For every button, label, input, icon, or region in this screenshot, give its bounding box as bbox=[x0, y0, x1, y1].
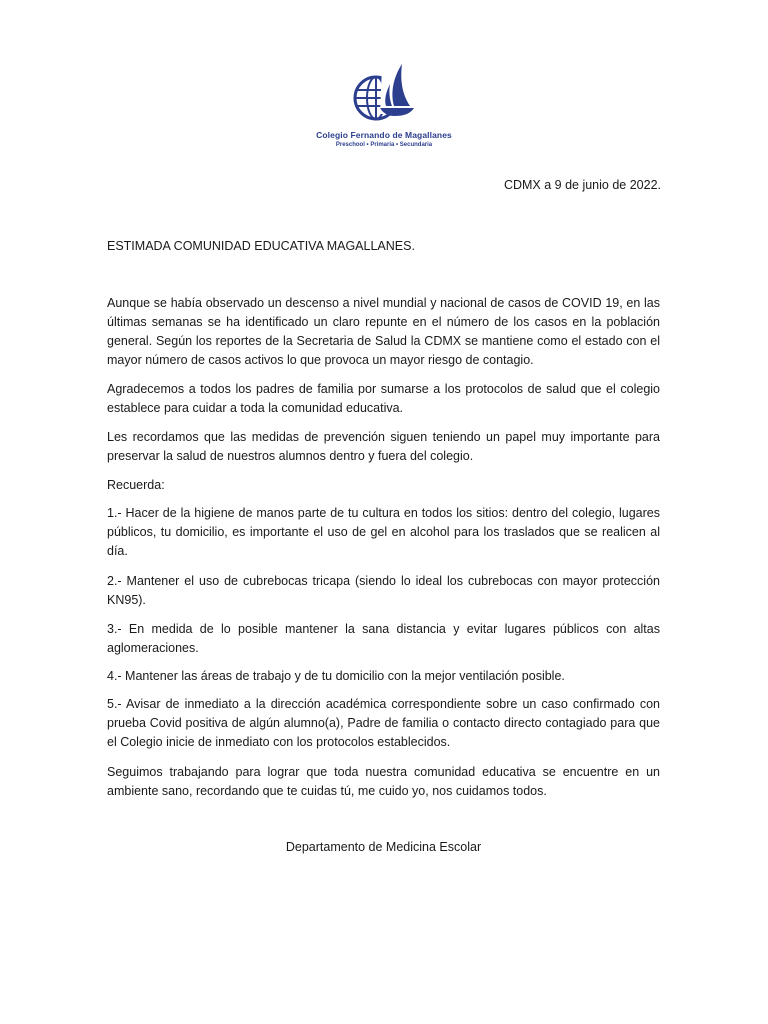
list-item-face-mask: 2.- Mantener el uso de cubrebocas tricapa (siendo lo ideal los cubrebocas con mayor protección KN95). bbox=[107, 574, 660, 607]
paragraph-thanks: Agradecemos a todos los padres de familia por sumarse a los protocolos de salud que el colegio establece para cuidar a toda la comunidad educativa. bbox=[107, 382, 660, 415]
paragraph-recuerda: Recuerda: bbox=[107, 478, 165, 492]
signature: Departamento de Medicina Escolar bbox=[285, 840, 482, 854]
list-item-hand-hygiene: 1.- Hacer de la higiene de manos parte de tu cultura en todos los sitios: dentro del colegio, lugares públicos, tu domicilio, es importante el uso de gel en alcohol para los traslados que se realicen al día. bbox=[107, 506, 660, 558]
list-item-ventilation: 4.- Mantener las áreas de trabajo y de tu domicilio con la mejor ventilación posible. bbox=[107, 669, 565, 683]
school-name: Colegio Fernando de Magallanes bbox=[316, 130, 452, 140]
school-levels: Preschool • Primaria • Secundaria bbox=[335, 142, 433, 148]
globe-sailboat-icon bbox=[350, 62, 420, 128]
salutation: ESTIMADA COMUNIDAD EDUCATIVA MAGALLANES. bbox=[107, 239, 415, 253]
paragraph-intro: Aunque se había observado un descenso a nivel mundial y nacional de casos de COVID 19, en las últimas semanas se ha identificado un claro repunte en el número de los casos en la población general. Según los reportes de la Secretaria de Salud la CDMX se mantiene como el estado con el mayor número de casos activos lo que provoca un mayor riesgo de contagio. bbox=[107, 296, 660, 367]
paragraph-reminder: Les recordamos que las medidas de prevención siguen teniendo un papel muy importante para preservar la salud de nuestros alumnos dentro y fuera del colegio. bbox=[107, 430, 660, 463]
list-item-distance: 3.- En medida de lo posible mantener la sana distancia y evitar lugares públicos con altas aglomeraciones. bbox=[107, 622, 660, 655]
letter-date: CDMX a 9 de junio de 2022. bbox=[503, 178, 661, 192]
list-item-notify: 5.- Avisar de inmediato a la dirección académica correspondiente sobre un caso confirmado con prueba Covid positiva de algún alumno(a), Padre de familia o contacto directo contagiado para que el Colegio inicie de inmediato con los protocolos establecidos. bbox=[107, 697, 660, 749]
school-logo bbox=[300, 56, 468, 156]
paragraph-closing: Seguimos trabajando para lograr que toda nuestra comunidad educativa se encuentre en un ambiente sano, recordando que te cuidas tú, me cuido yo, nos cuidamos todos. bbox=[107, 765, 660, 798]
